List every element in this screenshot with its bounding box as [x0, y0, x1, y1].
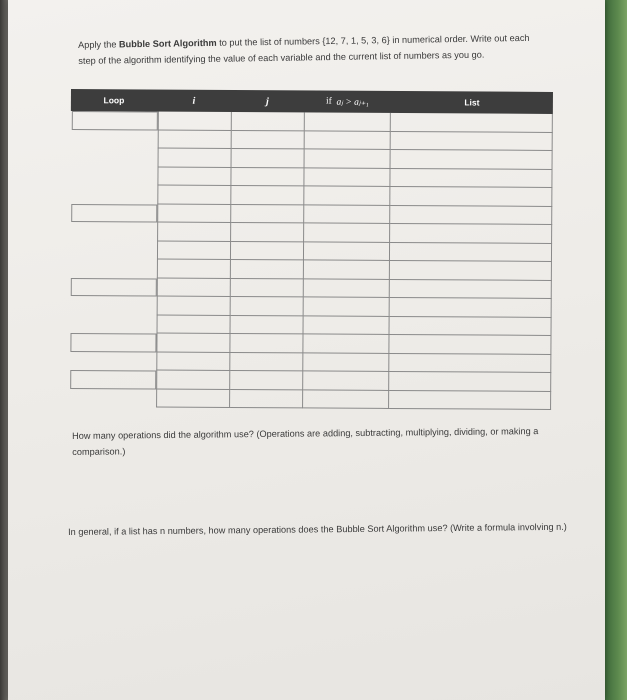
list-cell	[389, 390, 551, 409]
j-cell	[230, 278, 303, 297]
i-cell	[156, 389, 230, 408]
loop-cell	[72, 111, 158, 130]
list-cell	[391, 113, 553, 132]
loop-cell	[71, 204, 157, 223]
table-header-row	[71, 89, 553, 114]
i-cell	[157, 186, 231, 205]
i-cell	[157, 278, 231, 297]
i-cell	[157, 241, 231, 260]
i-cell	[156, 315, 230, 334]
question-operations: How many operations did the algorithm use? (Operations are adding, subtracting, multiplying, dividing, or making a comparison.)	[72, 426, 539, 457]
i-cell	[156, 297, 230, 316]
condition-cell	[304, 168, 391, 187]
instructions-text	[78, 30, 538, 69]
j-cell	[231, 204, 304, 223]
header-condition	[304, 90, 391, 113]
j-cell	[231, 130, 304, 149]
loop-cell	[72, 130, 158, 149]
table-body	[69, 111, 553, 410]
j-cell	[231, 260, 304, 279]
list-cell	[390, 316, 552, 335]
condition-cell	[303, 260, 390, 279]
list-cell	[391, 187, 553, 206]
j-cell	[230, 315, 303, 334]
list-cell	[390, 298, 552, 317]
i-cell	[157, 167, 231, 186]
loop-cell	[70, 370, 156, 389]
instructions-bold: Bubble Sort Algorithm	[118, 37, 217, 50]
i-cell	[157, 204, 231, 223]
header-loop: Loop	[103, 95, 125, 106]
i-cell	[156, 352, 230, 371]
condition-cell	[304, 131, 391, 150]
header-i: i	[192, 95, 196, 107]
loop-cell	[70, 389, 156, 408]
list-cell	[390, 224, 552, 243]
condition-cell	[303, 242, 390, 261]
header-j: j	[266, 95, 269, 107]
loop-cell	[71, 296, 157, 315]
j-cell	[231, 167, 304, 186]
j-cell	[230, 334, 303, 353]
condition-cell	[304, 112, 391, 131]
loop-cell	[71, 222, 157, 241]
worksheet-paper	[8, 0, 605, 700]
list-cell	[390, 261, 552, 280]
j-cell	[231, 149, 304, 168]
j-cell	[230, 389, 303, 408]
i-cell	[157, 260, 231, 279]
j-cell	[230, 371, 303, 390]
i-cell	[156, 334, 230, 353]
list-cell	[390, 353, 552, 372]
j-cell	[230, 297, 303, 316]
loop-cell	[71, 278, 157, 297]
condition-cell	[303, 316, 390, 335]
list-cell	[391, 150, 553, 169]
header-condition-expr: aⱼ > aⱼ₊₁	[336, 97, 369, 108]
list-cell	[390, 242, 552, 261]
question-general: In general, if a list has n numbers, how many operations does the Bubble Sort Algorithm use? (Write a formula involving n.)	[68, 521, 567, 537]
j-cell	[231, 223, 304, 242]
condition-cell	[303, 371, 390, 390]
j-cell	[231, 241, 304, 260]
condition-cell	[304, 223, 391, 242]
condition-cell	[303, 297, 390, 316]
i-cell	[156, 371, 230, 390]
list-cell	[389, 372, 551, 391]
condition-cell	[304, 205, 391, 224]
background-green-edge	[605, 0, 627, 700]
condition-cell	[304, 186, 391, 205]
loop-cell	[71, 167, 157, 186]
loop-cell	[71, 315, 157, 334]
i-cell	[157, 223, 231, 242]
condition-cell	[303, 334, 390, 353]
bubble-sort-table	[69, 89, 553, 410]
j-cell	[231, 112, 304, 131]
loop-cell	[71, 241, 157, 260]
loop-cell	[70, 333, 156, 352]
loop-cell	[72, 148, 158, 167]
j-cell	[230, 352, 303, 371]
list-cell	[391, 205, 553, 224]
i-cell	[157, 130, 231, 149]
list-cell	[391, 131, 553, 150]
condition-cell	[304, 149, 391, 168]
instructions-suffix: to put the list of numbers {12, 7, 1, 5, 3, 6} in numerical order. Write out each step of the algorithm identifying the value of each variable and the current list of numbers as you go.	[78, 32, 530, 66]
loop-cell	[70, 352, 156, 371]
list-cell	[390, 279, 552, 298]
j-cell	[231, 186, 304, 205]
i-cell	[157, 149, 231, 168]
list-cell	[391, 168, 553, 187]
loop-cell	[71, 185, 157, 204]
instructions-prefix: Apply the	[78, 39, 120, 50]
condition-cell	[303, 390, 390, 409]
condition-cell	[303, 279, 390, 298]
list-cell	[390, 335, 552, 354]
i-cell	[158, 112, 232, 131]
table-row	[70, 389, 551, 410]
header-condition-if: if	[325, 96, 332, 107]
condition-cell	[303, 353, 390, 372]
header-list: List	[464, 97, 480, 108]
loop-cell	[71, 259, 157, 278]
